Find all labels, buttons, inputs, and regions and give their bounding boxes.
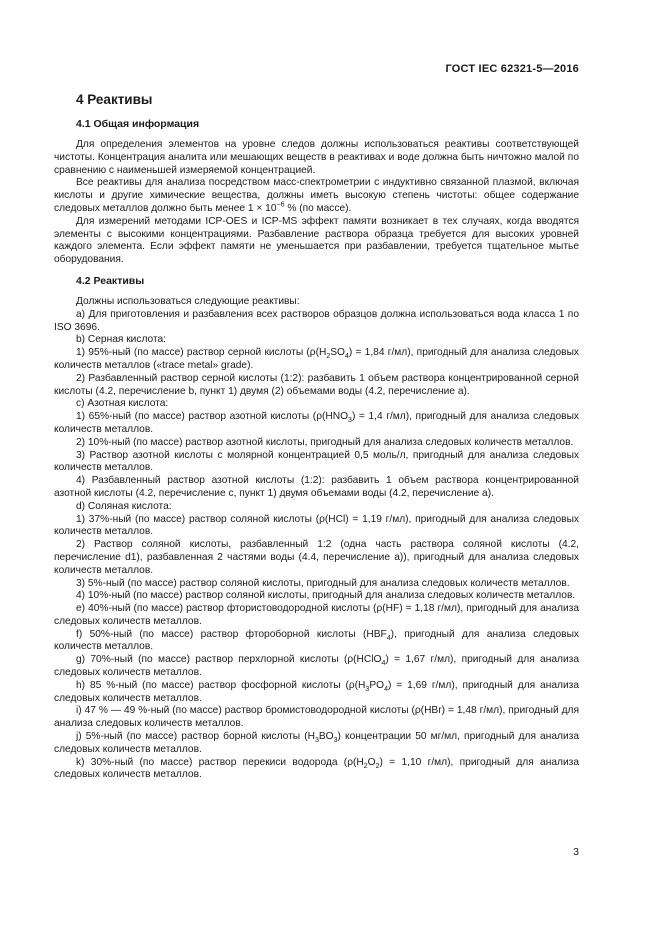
paragraph: Для измерений методами ICP-OES и ICP-MS эффект памяти возникает в тех случаях, когда вводятся элементы с высокими концентрациями. Разбавление раствора образца требуется для высоких уровней каждого элемента. Если эффект памяти не уменьшается при разбавлении, требуется тщательное мытье оборудования. (54, 215, 579, 266)
list-item-c3: 3) Раствор азотной кислоты с молярной концентрацией 0,5 моль/л, пригодный для анализа следовых количеств металлов. (54, 449, 579, 474)
page-number: 3 (573, 846, 579, 858)
list-item-d1: 1) 37%-ный (по массе) раствор соляной кислоты (ρ(HCl) = 1,19 г/мл), пригодный для анализа следовых количеств металлов. (54, 513, 579, 538)
list-item-e: e) 40%-ный (по массе) раствор фтористоводородной кислоты (ρ(HF) = 1,18 г/мл), пригодный для анализа следовых количеств металлов. (54, 603, 579, 627)
list-item-h: h) 85 %-ный (по массе) раствор фосфорной кислоты ($\rho(H_3PO_4) = 1,69$ г/мл), пригодный для анализа следовых количеств металлов. (54, 679, 579, 704)
list-item-b2: 2) Разбавленный раствор серной кислоты (1:2): разбавить 1 объем раствора концентрированной серной кислоты (4.2, перечисление b, пункт 1) двумя (2) объемами воды (4.2, перечисление a). (54, 372, 579, 397)
list-item-k: k) 30%-ный (по массе) раствор перекиси водорода ($\rho(H_2O_2) = 1,10$ г/мл), пригодный для анализа следовых количеств металлов. (54, 756, 579, 781)
list-item-b1: 1) 95%-ный (по массе) раствор серной кислоты ($\rho(H_2SO_4) = 1,84$ г/мл), пригодный для анализа следовых количеств металлов («trace metal» grade). (54, 347, 579, 371)
list-item-c4: 4) Разбавленный раствор азотной кислоты (1:2): разбавить 1 объем раствора концентрированной азотной кислоты (4.2, перечисление c, пункт 1) двумя объемами воды (4.2, перечисление a). (54, 475, 579, 499)
page-content (54, 92, 579, 782)
list-item-d2: 2) Раствор соляной кислоты, разбавленный 1:2 (одна часть раствора соляной кислоты (4.2, перечисление d1), разбавленная 2 частями воды (4.4, перечисление a)), пригодный для анализа следовых количеств металлов. (54, 539, 579, 576)
list-item-c: c) Азотная кислота: (76, 398, 169, 410)
paragraph: Для определения элементов на уровне следов должны использоваться реактивы соответствующей чистоты. Концентрация аналита или мешающих веществ в реактивах и воде должна быть ничтожно малой по сравнению с наименьшей измеряемой концентрацией. (54, 139, 579, 176)
list-intro: Должны использоваться следующие реактивы: (76, 295, 300, 307)
list-item-c2: 2) 10%-ный (по массе) раствор азотной кислоты, пригодный для анализа следовых количеств металлов. (76, 436, 574, 448)
section-4-2-title: 4.2 Реактивы (76, 274, 145, 287)
paragraph-purity: Все реактивы для анализа посредством масс-спектрометрии с индуктивно связанной плазмой, включая кислоты и другие химические вещества, должны иметь высокую степень чистоты: общее содержание следовых металлов должно быть менее $1 \times 10^{-6}$ % (по массе). (54, 177, 579, 214)
section-4-title: 4 Реактивы (76, 92, 153, 107)
standard-header: ГОСТ IEC 62321-5—2016 (445, 63, 579, 75)
list-item-g: g) 70%-ный (по массе) раствор перхлорной кислоты (ρ(HClO$_4$) = 1,67 г/мл), пригодный для анализа следовых количеств металлов. (54, 654, 579, 679)
list-item-b: b) Серная кислота: (76, 334, 167, 346)
list-item-i: i) 47 % — 49 %-ный (по массе) раствор бромистоводородной кислоты (ρ(HBr) = 1,48 г/мл), пригодный для анализа следовых количеств металлов. (54, 705, 579, 730)
list-item-d: d) Соляная кислота: (76, 500, 172, 512)
section-4-1-title: 4.1 Общая информация (76, 118, 200, 130)
list-item-f: f) 50%-ный (по массе) раствор фтороборной кислоты $(HBF_4)$, пригодный для анализа следовых количеств металлов. (54, 628, 579, 653)
list-item-a: a) Для приготовления и разбавления всех растворов образцов должна использоваться вода класса 1 по ISO 3696. (54, 308, 579, 333)
list-item-c1: 1) 65%-ный (по массе) раствор азотной кислоты ($\rho(HNO_3) = 1,4$ г/мл), пригодный для анализа следовых количеств металлов. (54, 411, 579, 435)
list-item-d3: 3) 5%-ный (по массе) раствор соляной кислоты, пригодный для анализа следовых количеств металлов. (76, 577, 570, 589)
list-item-j: j) 5%-ный (по массе) раствор борной кислоты $(H_3BO_3)$ концентрации 50 мг/мл, пригодный для анализа следовых количеств металлов. (54, 731, 579, 755)
list-item-d4: 4) 10%-ный (по массе) раствор соляной кислоты, пригодный для анализа следовых количеств металлов. (76, 590, 576, 602)
